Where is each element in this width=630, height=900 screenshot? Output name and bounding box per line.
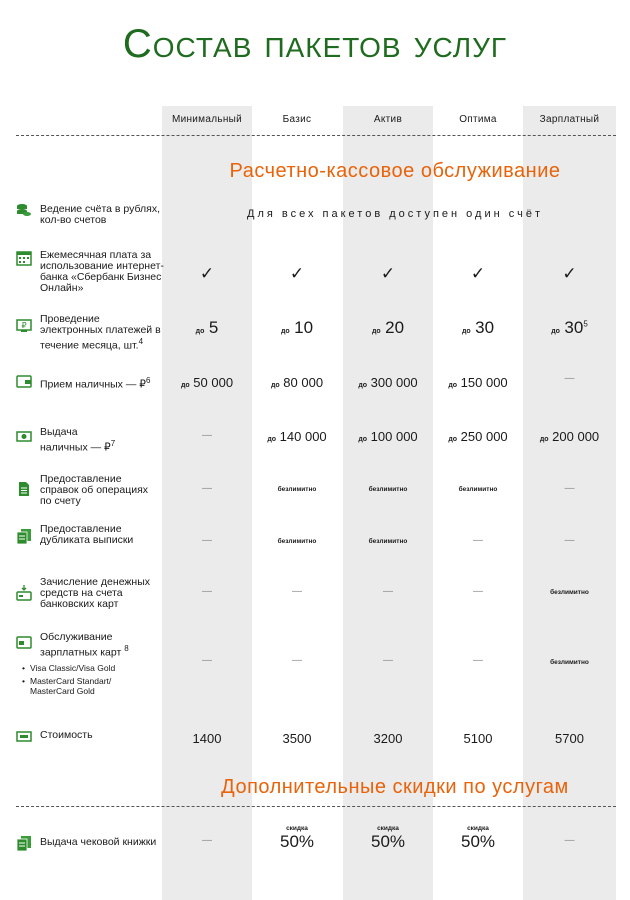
payments-minimal: до 5 — [195, 318, 219, 337]
card-download-icon — [16, 585, 32, 601]
salary-cards-minimal: — — [202, 655, 212, 666]
card-icon — [16, 634, 32, 650]
column-header-optima: Оптима — [459, 114, 497, 125]
page-title: Состав пакетов услуг — [122, 22, 508, 66]
discounts-divider — [16, 806, 616, 807]
cash-in-aktiv: до 300 000 — [358, 375, 418, 390]
payments-optima: до 30 — [461, 318, 495, 337]
duplicate-bazis: безлимитно — [277, 538, 317, 545]
references-aktiv: безлимитно — [368, 486, 408, 493]
row-label-accounts: Ведение счёта в рублях, кол-во счетов — [40, 203, 160, 226]
wallet-icon — [16, 373, 32, 389]
payments-aktiv: до 20 — [371, 318, 405, 337]
checkbook-minimal: — — [202, 835, 212, 846]
salary-cards-salary: безлимитно — [550, 659, 589, 666]
header-divider — [16, 135, 616, 136]
money-icon — [16, 728, 32, 744]
payments-salary: до $30^5$ — [551, 318, 588, 337]
duplicate-optima: — — [473, 535, 483, 546]
fee-aktiv-check: ✓ — [380, 264, 396, 283]
crediting-salary: безлимитно — [550, 589, 589, 596]
row-label-crediting: Зачисление денежных средств на счета банковских карт — [40, 576, 151, 610]
duplicate-aktiv: безлимитно — [368, 538, 408, 545]
salary-cards-aktiv: — — [383, 655, 393, 666]
crediting-minimal: — — [202, 586, 212, 597]
row-label-checkbook: Выдача чековой книжки — [40, 836, 157, 848]
ruble-screen-icon — [16, 318, 32, 334]
cash-out-minimal: — — [202, 430, 212, 441]
duplicate-minimal: — — [202, 535, 212, 546]
documents-icon — [16, 528, 32, 544]
salary-cards-bazis: — — [292, 655, 302, 666]
price-minimal: 1400 — [192, 731, 222, 746]
duplicate-salary: — — [564, 535, 575, 546]
cash-out-aktiv: до 100 000 — [358, 429, 418, 444]
fee-optima-check: ✓ — [470, 264, 486, 283]
row-label-references: Предоставление справок об операциях по счету — [40, 473, 149, 507]
fee-salary-check: ✓ — [562, 264, 577, 283]
svg-text:₽: ₽ — [21, 321, 27, 330]
salary-card-type-visa: • Visa Classic/Visa Gold — [30, 664, 150, 674]
document-icon — [16, 481, 32, 497]
checkbook-aktiv: скидка 50% — [370, 825, 406, 851]
crediting-optima: — — [473, 586, 483, 597]
column-header-aktiv: Актив — [373, 114, 403, 125]
references-optima: безлимитно — [458, 486, 498, 493]
fee-minimal-check: ✓ — [199, 264, 215, 283]
cash-out-salary: до 200 000 — [539, 429, 600, 444]
cash-in-minimal: до 50 000 — [180, 375, 234, 390]
references-minimal: — — [202, 483, 212, 494]
crediting-aktiv: — — [383, 586, 393, 597]
price-aktiv: 3200 — [373, 731, 403, 746]
price-optima: 5100 — [463, 731, 493, 746]
row-label-duplicate: Предоставление дубликата выписки — [40, 523, 134, 546]
row-label-fee: Ежемесячная плата за использование интернет-банка «Сбербанк Бизнес Онлайн» — [40, 249, 164, 294]
salary-card-type-mastercard: • MasterCard Standart/ MasterCard Gold — [30, 677, 140, 696]
cash-in-salary: — — [564, 373, 575, 384]
payments-bazis: до 10 — [280, 318, 314, 337]
column-header-salary: Зарплатный — [539, 114, 600, 125]
column-header-bazis: Базис — [282, 114, 312, 125]
checkbook-salary: — — [564, 835, 575, 846]
checkbook-icon — [16, 835, 32, 851]
row-label-salary-cards: Обслуживание зарплатных карт $^8$ — [40, 631, 129, 659]
checkbook-optima: скидка 50% — [460, 825, 496, 851]
price-salary: 5700 — [555, 731, 584, 746]
column-header-minimal: Минимальный — [171, 114, 243, 125]
all-packages-note: Для всех пакетов доступен один счёт — [247, 208, 543, 220]
checkbook-bazis: скидка 50% — [279, 825, 315, 851]
row-label-price: Стоимость — [40, 729, 93, 741]
references-salary: — — [564, 483, 575, 494]
section-title-rko: Расчетно-кассовое обслуживание — [229, 160, 561, 182]
cash-in-optima: до 150 000 — [448, 375, 508, 390]
cash-out-optima: до 250 000 — [448, 429, 508, 444]
banknote-icon — [16, 428, 32, 444]
row-label-payments: Проведение электронных платежей в течение месяца, шт.$^4$ — [40, 313, 161, 352]
fee-bazis-check: ✓ — [289, 264, 305, 283]
row-label-cash-in: Прием наличных — ₽$^6$ — [40, 376, 151, 391]
cash-out-bazis: до 140 000 — [267, 429, 327, 444]
calendar-icon — [16, 250, 32, 266]
salary-cards-optima: — — [473, 655, 483, 666]
section-title-discounts: Дополнительные скидки по услугам — [221, 776, 569, 798]
cash-in-bazis: до 80 000 — [270, 375, 324, 390]
references-bazis: безлимитно — [277, 486, 317, 493]
row-label-cash-out: Выдача наличных — ₽$^7$ — [40, 426, 116, 454]
price-bazis: 3500 — [282, 731, 312, 746]
coins-icon — [16, 202, 32, 218]
crediting-bazis: — — [292, 586, 302, 597]
